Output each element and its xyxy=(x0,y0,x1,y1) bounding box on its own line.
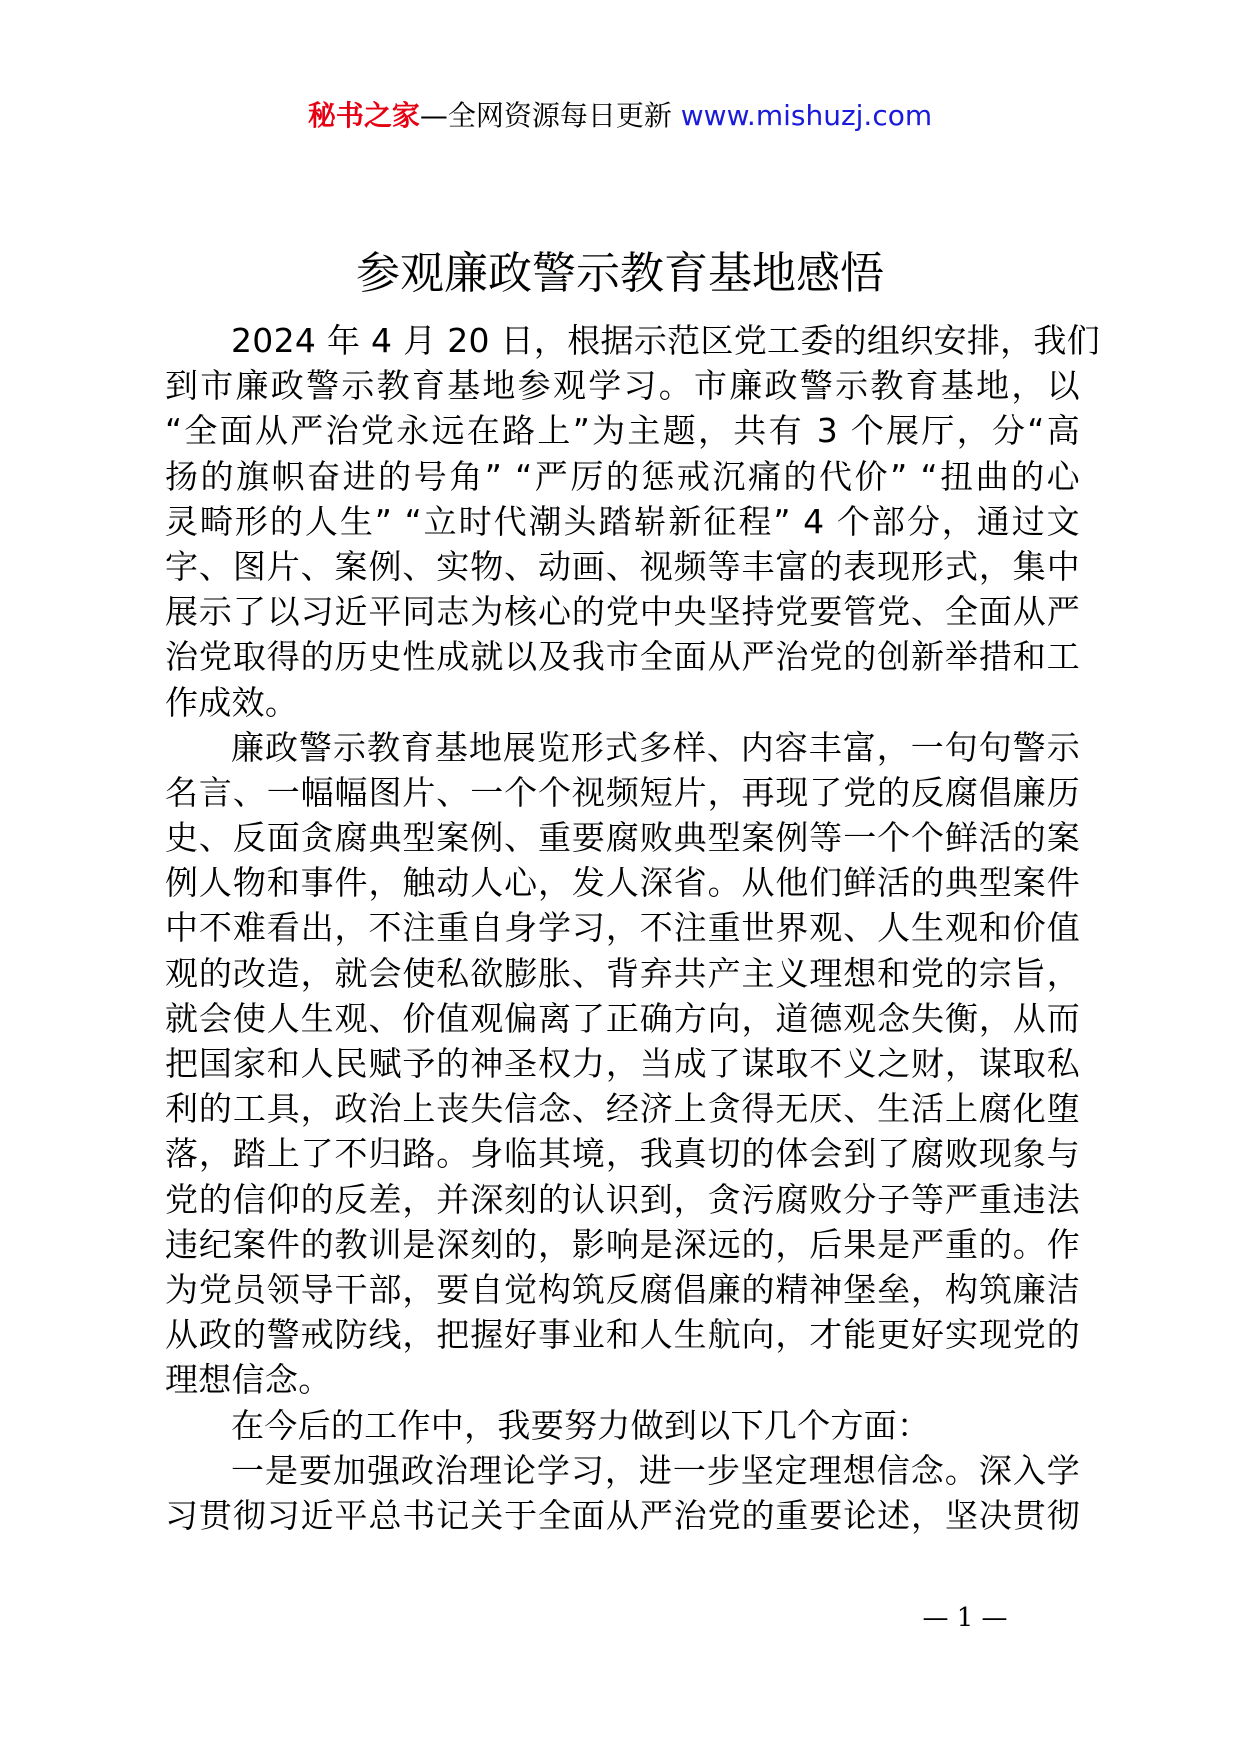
text-line: 为党员领导干部，要自觉构筑反腐倡廉的精神堡垒，构筑廉洁 xyxy=(165,1269,1080,1309)
text-line: 2024 年 4 月 20 日，根据示范区党工委的组织安排，我们 xyxy=(231,321,1101,360)
text-line: 习贯彻习近平总书记关于全面从严治党的重要论述，坚决贯彻 xyxy=(165,1495,1080,1535)
text-line: 到市廉政警示教育基地参观学习。市廉政警示教育基地，以 xyxy=(165,366,1080,406)
site-header xyxy=(0,96,1240,136)
text-line: 例人物和事件，触动人心，发人深省。从他们鲜活的典型案件 xyxy=(165,863,1080,903)
site-brand: 秘书之家 xyxy=(307,99,420,132)
text-line: 观的改造，就会使私欲膨胀、背弃共产主义理想和党的宗旨， xyxy=(165,953,1080,993)
text-line: 灵畸形的人生” “立时代潮头踏崭新征程” 4 个部分，通过文 xyxy=(165,501,1080,541)
text-line: 利的工具，政治上丧失信念、经济上贪得无厌、生活上腐化堕 xyxy=(165,1089,1080,1129)
text-line: 理想信念。 xyxy=(165,1360,332,1400)
text-line: 治党取得的历史性成就以及我市全面从严治党的创新举措和工 xyxy=(165,637,1080,677)
text-line: 扬的旗帜奋进的号角” “严厉的惩戒沉痛的代价” “扭曲的心 xyxy=(165,456,1080,496)
text-line: 就会使人生观、价值观偏离了正确方向，道德观念失衡，从而 xyxy=(165,998,1080,1038)
text-line: 违纪案件的教训是深刻的，影响是深远的，后果是严重的。作 xyxy=(165,1224,1080,1264)
text-line: 在今后的工作中，我要努力做到以下几个方面： xyxy=(231,1405,931,1445)
text-line: 史、反面贪腐典型案例、重要腐败典型案例等一个个鲜活的案 xyxy=(165,818,1080,858)
text-line: 字、图片、案例、实物、动画、视频等丰富的表现形式，集中 xyxy=(165,546,1080,586)
text-line: “全面从严治党永远在路上”为主题，共有 3 个展厅，分“高 xyxy=(165,411,1080,451)
document-body xyxy=(165,318,1101,1538)
site-url-link[interactable]: www.mishuzj.com xyxy=(680,99,933,132)
text-line: 中不难看出，不注重自身学习，不注重世界观、人生观和价值 xyxy=(165,908,1080,948)
text-line: 作成效。 xyxy=(165,682,299,722)
text-line: 廉政警示教育基地展览形式多样、内容丰富，一句句警示 xyxy=(231,727,1080,767)
text-line: 把国家和人民赋予的神圣权力，当成了谋取不义之财，谋取私 xyxy=(165,1044,1080,1083)
text-line: 落，踏上了不归路。身临其境，我真切的体会到了腐败现象与 xyxy=(165,1134,1080,1174)
text-line: 展示了以习近平同志为核心的党中央坚持党要管党、全面从严 xyxy=(165,592,1080,632)
page-number: — 1 — xyxy=(922,1603,1008,1633)
text-line: 从政的警戒防线，把握好事业和人生航向，才能更好实现党的 xyxy=(165,1315,1080,1355)
text-line: 名言、一幅幅图片、一个个视频短片，再现了党的反腐倡廉历 xyxy=(165,772,1080,812)
document-title: 参观廉政警示教育基地感悟 xyxy=(356,248,884,299)
site-tagline: —全网资源每日更新 xyxy=(419,99,681,132)
text-line: 一是要加强政治理论学习，进一步坚定理想信念。深入学 xyxy=(231,1450,1080,1490)
text-line: 党的信仰的反差，并深刻的认识到，贪污腐败分子等严重违法 xyxy=(165,1179,1080,1219)
